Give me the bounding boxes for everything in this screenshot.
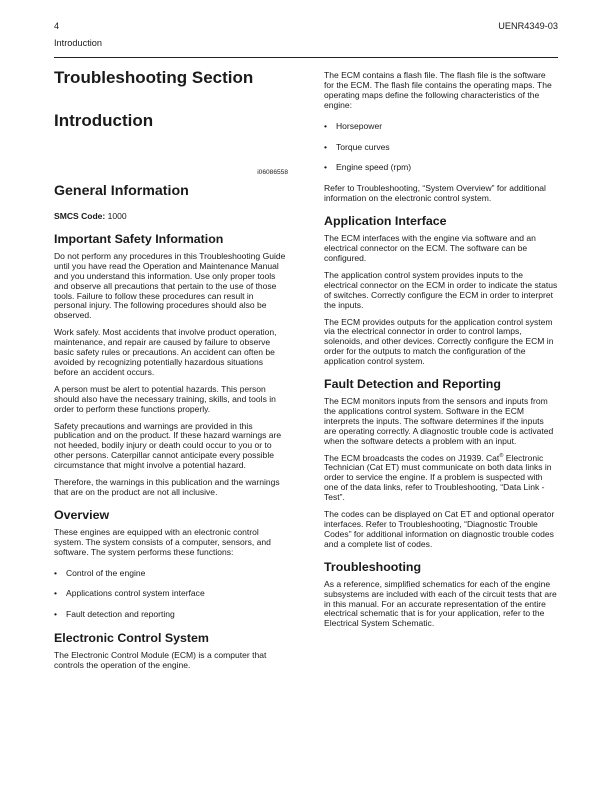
- smcs-label: SMCS Code:: [54, 211, 106, 221]
- safety-paragraph: Safety precautions and warnings are provided in this publication and on the product. If these hazard warnings are not heeded, bodily injury or death could occur to you or to other persons. Caterpillar cannot anticipate every possible circumstance that might involve a potential hazard.: [54, 420, 282, 471]
- list-item: • Control of the engine: [54, 569, 288, 579]
- list-item: • Applications control system interface: [54, 589, 288, 599]
- general-information-heading: General Information: [54, 183, 189, 199]
- header-rule: [54, 57, 558, 58]
- overview-list: [54, 569, 288, 621]
- list-item: • Fault detection and reporting: [54, 610, 288, 620]
- document-code: UENR4349-03: [498, 21, 558, 31]
- application-interface-heading: Application Interface: [324, 214, 447, 229]
- ecm-reference: Refer to Troubleshooting, “System Overview” for additional information on the electronic control system.: [324, 183, 546, 204]
- safety-paragraph: Therefore, the warnings in this publication and the warnings that are on the product are not all inclusive.: [54, 477, 280, 497]
- safety-paragraph: Work safely. Most accidents that involve product operation, maintenance, and repair are caused by failure to observe basic safety rules or precautions. An accident can often be avoided by recognizing potentially hazardous situations before an accident occurs.: [54, 327, 277, 377]
- list-item: • Horsepower: [324, 122, 558, 132]
- overview-heading: Overview: [54, 507, 110, 522]
- fault-text-a: The ECM broadcasts the codes on J1939. Cat: [324, 452, 500, 463]
- running-section-name: Introduction: [54, 38, 103, 48]
- safety-paragraph: A person must be alert to potential hazards. This person should also have the necessary training, skills, and tools in order to perform these functions properly.: [54, 383, 276, 414]
- fault-text-b: Electronic Technician (Cat ET) must communicate on both data links in order to service the engine. If a problem is suspected with one of the data links, refer to Troubleshooting, “Data Link - Test”.: [324, 452, 552, 503]
- application-paragraph: The application control system provides inputs to the electrical connector on the ECM in order to indicate the status of switches. Correctly configure the ECM in order to interpret the inputs.: [324, 269, 558, 310]
- list-item: • Engine speed (rpm): [324, 163, 558, 173]
- ecm-characteristics-list: [324, 122, 558, 174]
- chapter-title: Introduction: [54, 111, 154, 130]
- troubleshooting-heading: Troubleshooting: [324, 559, 422, 574]
- ecs-heading: Electronic Control System: [54, 631, 209, 646]
- fault-detection-heading: Fault Detection and Reporting: [324, 377, 501, 392]
- ecm-text: The ECM contains a flash file. The flash file is the software for the ECM. The flash file contains the operating maps. The operating maps define the following characteristics of the engine:: [324, 70, 552, 110]
- document-id: i06086558: [257, 169, 288, 176]
- registered-mark: ®: [499, 452, 504, 459]
- section-title: Troubleshooting Section: [54, 68, 254, 87]
- fault-paragraph: The ECM monitors inputs from the sensors and inputs from the applications control system. Software in the ECM interprets the inputs. The software determines if the inputs are operating correctly. A diagnostic trouble code is activated when the software detects a problem with an input.: [324, 396, 554, 446]
- overview-text: These engines are equipped with an electronic control system. The system consists of a computer, sensors, and software. The system performs these functions:: [54, 526, 271, 557]
- smcs-value: 1000: [107, 211, 127, 221]
- application-paragraph: The ECM provides outputs for the application control system via the electrical connector in order to control lamps, solenoids, and other devices. Correctly configure the ECM in order for the outputs to match the configuration of the application control system.: [324, 316, 554, 367]
- list-item: • Torque curves: [324, 143, 558, 153]
- right-column: [324, 71, 558, 629]
- safety-heading: Important Safety Information: [54, 231, 224, 246]
- page-number: 4: [54, 21, 60, 31]
- fault-paragraph-cat-et: [324, 454, 558, 504]
- smcs-code: [54, 212, 288, 222]
- application-paragraph: The ECM interfaces with the engine via software and an electrical connector on the ECM. The software can be configured.: [324, 233, 536, 263]
- troubleshooting-text: As a reference, simplified schematics for each of the engine subsystems are included with each of the circuit tests that are in this manual. For an accurate representation of the entire electrical schematic that is for your application, refer to the Electrical System Schematic.: [324, 578, 557, 629]
- safety-paragraph: Do not perform any procedures in this Troubleshooting Guide until you have read the Operation and Maintenance Manual and you understand this information. Use only proper tools and observe all precautions that pertain to the use of those tools. Failure to follow these procedures can result in personal injury. The following procedures should also be observed.: [54, 250, 286, 321]
- ecs-text: The Electronic Control Module (ECM) is a computer that controls the operation of the engine.: [54, 650, 267, 671]
- fault-paragraph: The codes can be displayed on Cat ET and optional operator interfaces. Refer to Troubleshooting, “Diagnostic Trouble Codes” for additional information on diagnostic trouble codes and a complete list of codes.: [324, 509, 555, 549]
- left-column: [54, 66, 288, 671]
